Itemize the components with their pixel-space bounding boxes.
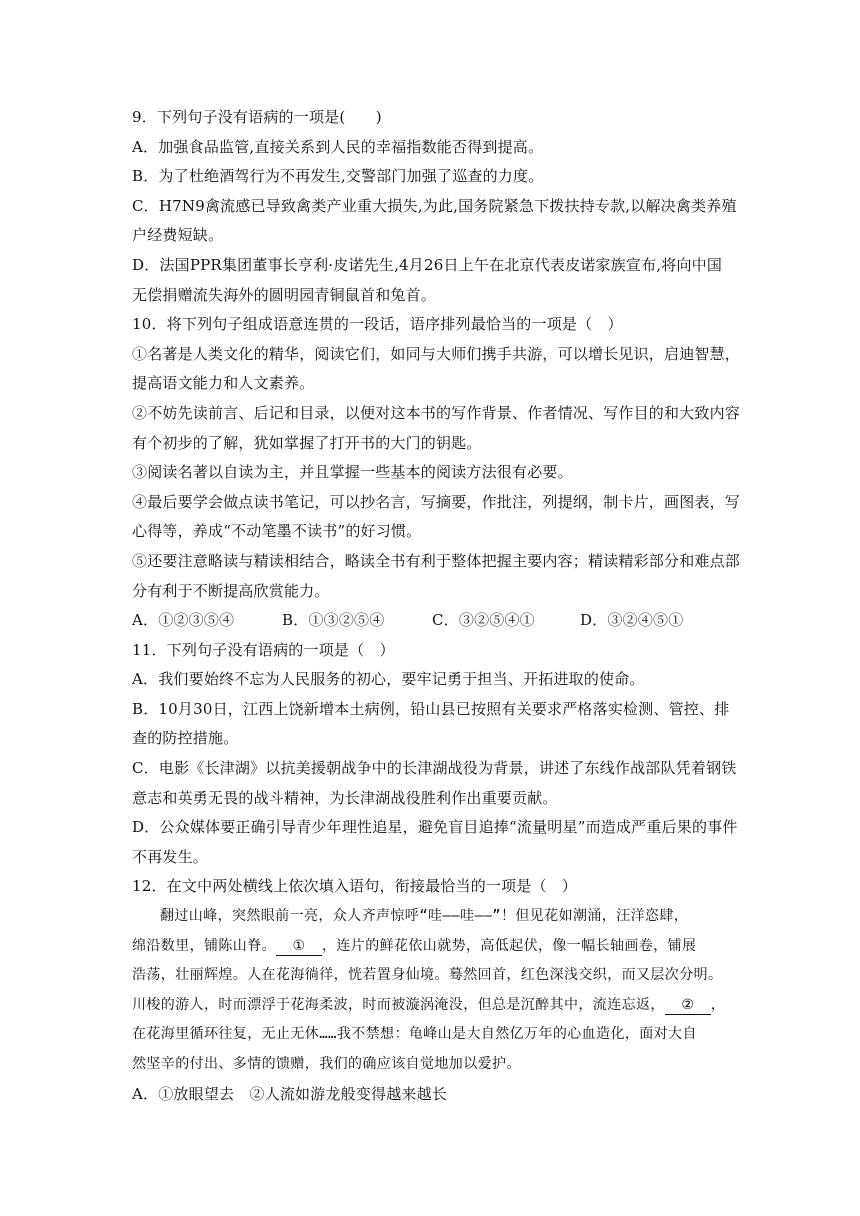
q10-option-a: A．①②③⑤④ [132,611,235,630]
q10-sentence-5-line2: 分有利于不断提高欣赏能力。 [132,581,330,600]
q10-option-b: B．①③②⑤④ [282,611,385,630]
q12-stem: 12．在文中两处横线上依次填入语句，衔接最恰当的一项是（ ） [132,877,578,896]
q11-option-b-line1: B．10月30日，江西上饶新增本土病例，铅山县已按照有关要求严格落实检测、管控、排 [132,699,730,718]
q10-sentence-4-line1: ④最后要学会做点读书笔记，可以抄名言，写摘要，作批注，列提纲，制卡片，画图表，写 [132,492,741,511]
q10-sentence-1-line2: 提高语文能力和人文素养。 [132,374,315,393]
q9-option-b: B．为了杜绝酒驾行为不再发生,交警部门加强了巡查的力度。 [132,167,544,186]
q11-option-b-line2: 查的防控措施。 [132,729,239,748]
question-content [132,103,741,1109]
q12-passage-line4-end: ， [710,996,726,1013]
q10-sentence-5-line1: ⑤还要注意略读与精读相结合，略读全书有利于整体把握主要内容；精读精彩部分和难点部 [132,551,741,570]
q10-sentence-2-line2: 有个初步的了解，犹如掌握了打开书的大门的钥匙。 [132,433,482,452]
q11-option-d-line1: D．公众媒体要正确引导青少年理性追星，避免盲目追捧“流量明星”而造成严重后果的事件 [132,818,738,837]
q10-option-c: C．③②⑤④① [432,611,535,630]
q12-option-a: A．①放眼望去 ②人流如游龙般变得越来越长 [132,1084,448,1103]
q9-option-d-line1: D．法国PPR集团董事长亨利·皮诺先生,4月26日上午在北京代表皮诺家族宣布,将向中国 [132,255,723,274]
q9-stem: 9．下列句子没有语病的一项是( ) [132,108,382,126]
q12-passage-line2-start: 绵沿数里，铺陈山脊。 [132,937,276,954]
q12-passage-line5: 在花海里循环往复，无止无休……我不禁想：龟峰山是大自然亿万年的心血造化，面对大自 [132,1026,697,1043]
q10-stem: 10．将下列句子组成语意连贯的一段话，语序排列最恰当的一项是（ ） [132,315,623,334]
q12-passage-line2-end: ，连片的鲜花依山就势，高低起伏，像一幅长轴画卷，铺展 [322,937,697,954]
q9-option-c-line2: 户经费短缺。 [132,226,224,245]
q10-sentence-4-line2: 心得等，养成“不动笔墨不读书”的好习惯。 [132,522,422,541]
q9-option-a: A．加强食品监管,直接关系到人民的幸福指数能否得到提高。 [132,137,544,156]
q11-option-c-line2: 意志和英勇无畏的战斗精神，为长津湖战役胜利作出重要贡献。 [132,788,558,807]
q12-blank-1: ① [276,937,322,956]
q9-option-c-line1: C．H7N9禽流感已导致禽类产业重大损失,为此,国务院紧急下拨扶持专款,以解决禽类养殖 [132,196,737,215]
q11-option-c-line1: C．电影《长津湖》以抗美援朝战争中的长津湖战役为背景，讲述了东线作战部队凭着钢铁 [132,759,737,778]
q12-passage-line4 [132,991,728,1021]
q11-option-d-line2: 不再发生。 [132,847,209,866]
q9-option-d-line2: 无偿捐赠流失海外的圆明园青铜鼠首和兔首。 [132,285,437,304]
q10-sentence-1-line1: ①名著是人类文化的精华，阅读它们，如同与大师们携手共游，可以增长见识，启迪智慧， [132,344,741,363]
q12-passage-line2 [132,932,728,962]
q10-sentence-3: ③阅读名著以自读为主，并且掌握一些基本的阅读方法很有必要。 [132,463,573,482]
q10-option-d: D．③②④⑤① [580,611,684,630]
q12-passage-line4-start: 川梭的游人，时而漂浮于花海柔波，时而被漩涡淹没，但总是沉醉其中，流连忘返， [132,996,665,1013]
q11-stem: 11．下列句子没有语病的一项是（ ） [132,640,395,659]
q11-option-a: A．我们要始终不忘为人民服务的初心，要牢记勇于担当、开拓进取的使命。 [132,670,645,689]
q12-passage-line3: 浩荡，壮丽辉煌。人在花海徜徉，恍若置身仙境。蓦然回首，红色深浅交织，而又层次分明。 [132,967,723,984]
q10-options [132,606,728,636]
q12-passage-line1: 翻过山峰，突然眼前一亮，众人齐声惊呼“哇——哇——”！但见花如潮涌，汪洋恣肆， [160,908,689,925]
q12-blank-2: ② [665,996,711,1015]
q12-passage-line6: 然坚辛的付出、多情的馈赠，我们的确应该自觉地加以爱护。 [132,1056,521,1072]
q10-sentence-2-line1: ②不妨先读前言、后记和目录，以便对这本书的写作背景、作者情况、写作目的和大致内容 [132,403,741,422]
